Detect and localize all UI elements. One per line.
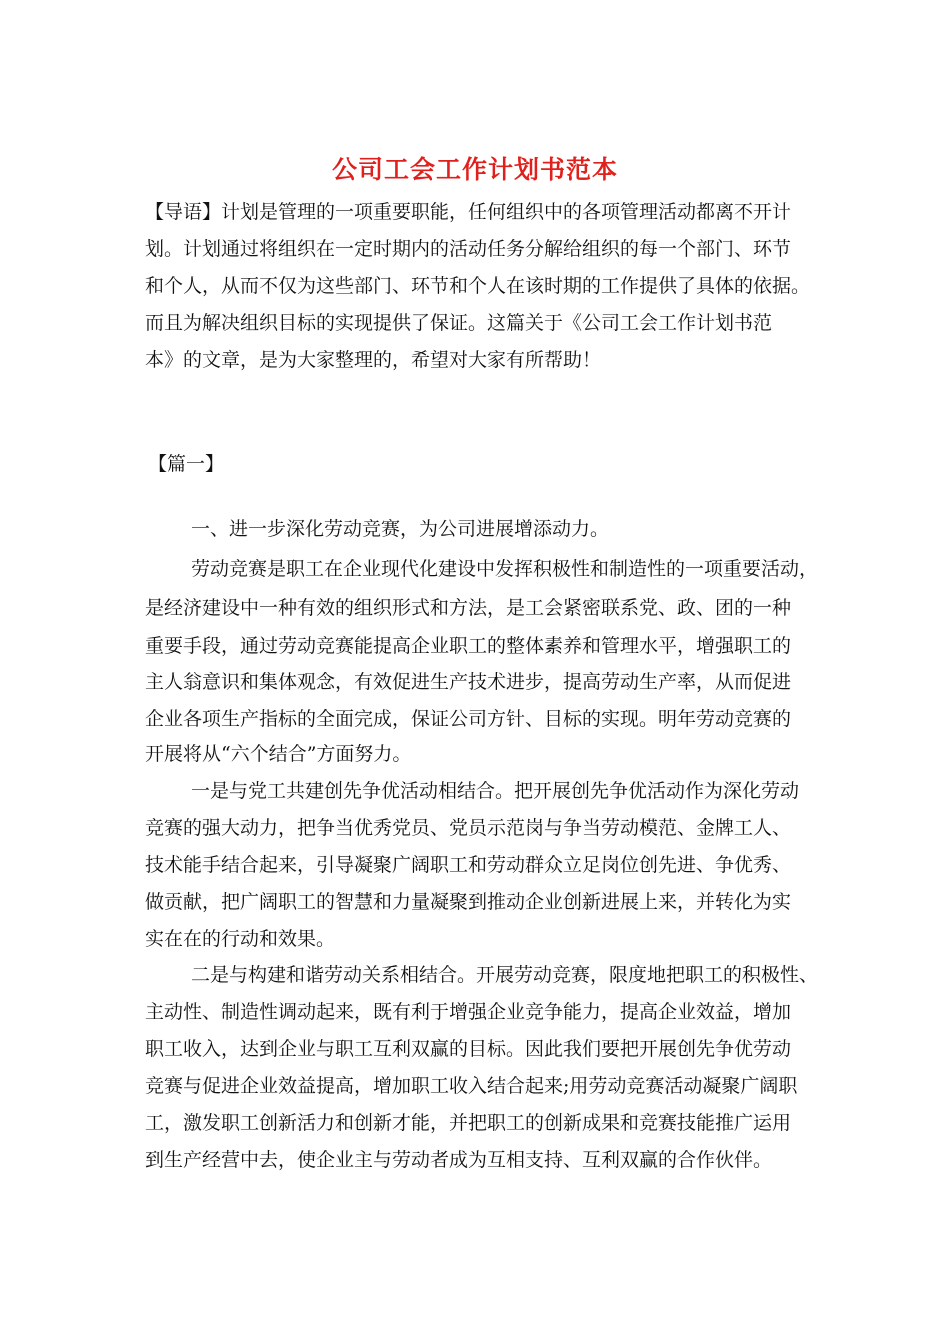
intro-line: 而且为解决组织目标的实现提供了保证。这篇关于《公司工会工作计划书范 (145, 312, 773, 334)
paragraph-line: 技术能手结合起来，引导凝聚广阔职工和劳动群众立足岗位创先进、争优秀、 (145, 854, 792, 876)
paragraph-line: 是经济建设中一种有效的组织形式和方法，是工会紧密联系党、政、团的一种 (145, 597, 792, 619)
paragraph-line: 到生产经营中去，使企业主与劳动者成为互相支持、互利双赢的合作伙伴。 (145, 1149, 773, 1171)
paragraph-line: 做贡献，把广阔职工的智慧和力量凝聚到推动企业创新进展上来，并转化为实 (145, 891, 792, 913)
document-title: 公司工会工作计划书范本 (331, 155, 618, 184)
paragraph-line: 二是与构建和谐劳动关系相结合。开展劳动竞赛，限度地把职工的积极性、 (191, 964, 819, 986)
paragraph-line: 劳动竞赛是职工在企业现代化建设中发挥积极性和制造性的一项重要活动， (191, 558, 819, 580)
paragraph-line: 竞赛与促进企业效益提高，增加职工收入结合起来;用劳动竞赛活动凝聚广阔职 (145, 1075, 798, 1097)
paragraph-line: 实在在的行动和效果。 (145, 928, 336, 950)
intro-line: 和个人，从而不仅为这些部门、环节和个人在该时期的工作提供了具体的依据。 (145, 275, 811, 297)
paragraph-line: 企业各项生产指标的全面完成，保证公司方针、目标的实现。明年劳动竞赛的 (145, 708, 792, 730)
paragraph-line: 竞赛的强大动力，把争当优秀党员、党员示范岗与争当劳动模范、金牌工人、 (145, 817, 792, 839)
paragraph-line: 重要手段，通过劳动竞赛能提高企业职工的整体素养和管理水平，增强职工的 (145, 635, 792, 657)
paragraph-line: 主人翁意识和集体观念，有效促进生产技术进步，提高劳动生产率，从而促进 (145, 671, 792, 693)
section-label: 【篇一】 (148, 453, 225, 475)
section-heading: 一、进一步深化劳动竞赛，为公司进展增添动力。 (191, 518, 610, 540)
intro-line: 划。计划通过将组织在一定时期内的活动任务分解给组织的每一个部门、环节 (145, 238, 792, 260)
intro-line: 【导语】计划是管理的一项重要职能，任何组织中的各项管理活动都离不开计 (145, 201, 792, 223)
paragraph-line: 开展将从“六个结合”方面努力。 (145, 743, 412, 765)
paragraph-line: 职工收入，达到企业与职工互利双赢的目标。因此我们要把开展创先争优劳动 (145, 1038, 792, 1060)
paragraph-line: 主动性、制造性调动起来，既有利于增强企业竞争能力，提高企业效益，增加 (145, 1001, 792, 1023)
paragraph-line: 工，激发职工创新活力和创新才能，并把职工的创新成果和竞赛技能推广运用 (145, 1112, 792, 1134)
intro-line: 本》的文章，是为大家整理的，希望对大家有所帮助！ (145, 349, 602, 371)
paragraph-line: 一是与党工共建创先争优活动相结合。把开展创先争优活动作为深化劳动 (191, 780, 800, 802)
